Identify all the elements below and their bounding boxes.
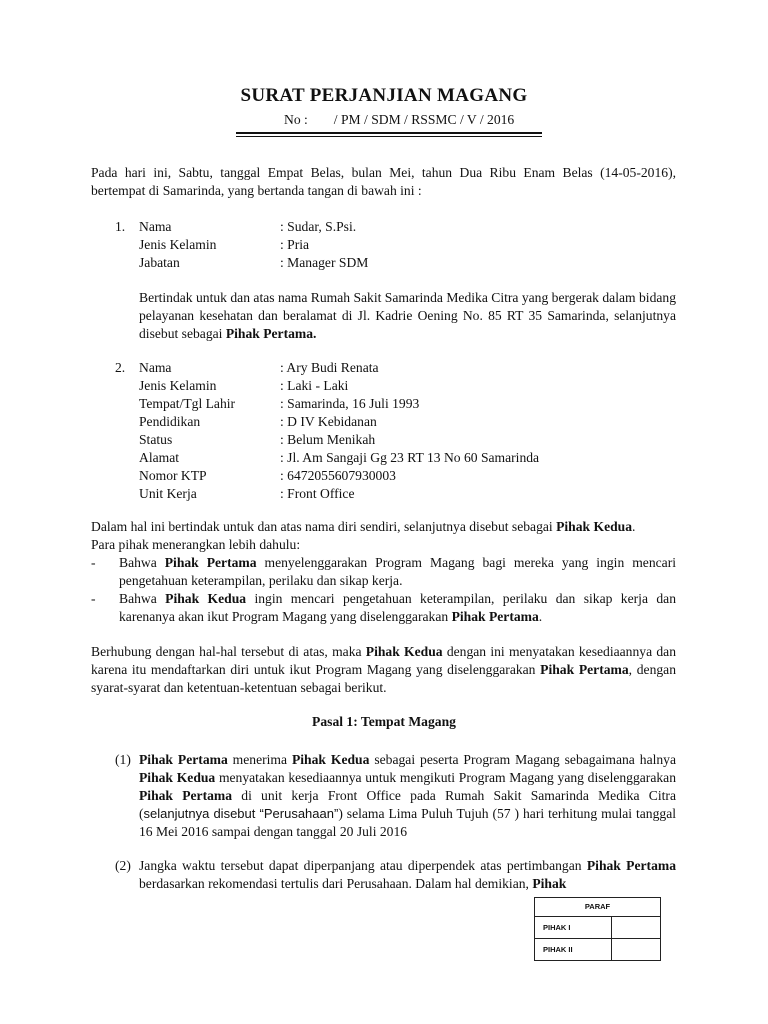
field-label: Nomor KTP [139, 468, 207, 483]
text-run: ingin mencari pengetahuan keterampilan, perilaku dan sikap kerja dan karenanya akan ikut Program Magang yang diselenggarakan [119, 591, 676, 624]
text-run: sebagai peserta Program Magang sebagaimana halnya [369, 752, 677, 767]
bullet-list [0, 554, 768, 626]
text-run: Bertindak untuk dan atas nama Rumah Sakit Samarinda Medika Citra yang bergerak dalam bidang pelayanan kesehatan dan beralamat di Jl. Kadrie Oening No. 85 RT 35 Samarinda, selanjutnya disebut sebagai [139, 290, 676, 341]
text-run: menyelenggarakan Program Magang bagi mereka yang ingin mencari pengetahuan keterampilan, perilaku dan sikap kerja. [119, 555, 676, 588]
bold-term: Pihak Kedua [291, 752, 370, 767]
text-run: Para pihak menerangkan lebih dahulu: [91, 537, 301, 552]
field-value: : Laki - Laki [280, 378, 349, 393]
pasal-item-text [139, 857, 676, 893]
text-run: Pada hari ini, Sabtu, tanggal Empat Belas, bulan Mei, tahun Dua Ribu Enam Belas (14-05-2016), bertempat di Samarinda, yang bertanda tangan di bawah ini : [91, 165, 676, 198]
text-run: di unit kerja Front Office pada Rumah Sakit Samarinda Medika Citra ( [139, 788, 676, 821]
bullet-dash: - [91, 555, 96, 570]
intro-paragraph [91, 164, 676, 200]
field-row [139, 218, 539, 236]
bold-term: Pihak Pertama [164, 555, 257, 570]
field-label: Tempat/Tgl Lahir [139, 396, 236, 411]
party2-fields [139, 359, 589, 503]
text-run: Dalam hal ini bertindak untuk dan atas nama diri sendiri, selanjutnya disebut sebagai [91, 519, 557, 534]
text-run: Bahwa [119, 591, 166, 606]
number-value: / PM / SDM / RSSMC / V / 2016 [333, 112, 515, 127]
paraf-row [535, 939, 661, 961]
text-run: . [632, 519, 636, 534]
paraf-label: PIHAK I [535, 917, 612, 939]
field-label: Nama [139, 360, 172, 375]
title-underline-thick [236, 132, 542, 134]
text-run: Berhubung dengan hal-hal tersebut di atas, maka [91, 644, 366, 659]
field-row [139, 431, 589, 449]
field-row [139, 467, 589, 485]
field-label: Status [139, 432, 173, 447]
bold-term: Pihak Pertama. [225, 326, 317, 341]
text-run: dengan ini menyatakan kesediaannya dan karena itu mendaftarkan diri untuk ikut Program Magang yang diselenggarakan [91, 644, 676, 677]
paraf-header: PARAF [535, 898, 661, 917]
field-value: : Front Office [280, 486, 355, 501]
text-run: ) selama Lima Puluh Tujuh (57 ) hari terhitung mulai tanggal 16 Mei 2016 sampai dengan tanggal 20 Juli 2016 [139, 806, 676, 839]
field-value: : Sudar, S.Psi. [280, 219, 357, 234]
bullet-dash: - [91, 591, 96, 606]
field-label: Jenis Kelamin [139, 378, 217, 393]
bullet-item [0, 554, 768, 590]
party1-fields [139, 218, 539, 272]
paraf-row [535, 917, 661, 939]
title-underline-thin [236, 136, 542, 137]
menerangkan-paragraph [91, 536, 676, 554]
document-number [284, 111, 514, 129]
field-label: Nama [139, 219, 172, 234]
pasal-item-text [139, 751, 676, 841]
field-row [139, 254, 539, 272]
field-value: : Belum Menikah [280, 432, 376, 447]
bullet-item [0, 590, 768, 626]
field-label: Pendidikan [139, 414, 201, 429]
field-value: : Manager SDM [280, 255, 369, 270]
field-label: Jabatan [139, 255, 180, 270]
field-label: Jenis Kelamin [139, 237, 217, 252]
bold-term: Pihak Kedua [165, 591, 247, 606]
field-value: : 6472055607930003 [280, 468, 396, 483]
field-row [139, 413, 589, 431]
party2-number: 2. [115, 360, 126, 375]
text-run: , dengan syarat-syarat dan ketentuan-ketentuan sebagai berikut. [91, 662, 677, 695]
kedua-paragraph [91, 518, 676, 536]
field-value: : Pria [280, 237, 310, 252]
text-run: selanjutnya disebut “Perusahaan” [143, 806, 339, 821]
party1-number: 1. [115, 219, 126, 234]
field-row [139, 449, 589, 467]
paraf-label: PIHAK II [535, 939, 612, 961]
paraf-sign-cell[interactable] [612, 939, 661, 961]
field-label: Unit Kerja [139, 486, 197, 501]
berhubung-paragraph [91, 643, 676, 697]
bold-term: Pihak Kedua [139, 770, 216, 785]
number-label: No : [284, 112, 308, 127]
field-row [139, 359, 589, 377]
field-value: : Samarinda, 16 Juli 1993 [280, 396, 420, 411]
bold-term: Pihak Pertama [139, 752, 228, 767]
bold-term: Pihak Pertama [540, 662, 629, 677]
bullet-text [119, 554, 676, 590]
document-title: SURAT PERJANJIAN MAGANG [240, 85, 528, 106]
bullet-text [119, 590, 676, 626]
pasal-heading: Pasal 1: Tempat Magang [312, 714, 456, 729]
bold-term: Pihak Kedua [365, 644, 443, 659]
paraf-sign-cell[interactable] [612, 917, 661, 939]
paraf-header-row [535, 898, 661, 917]
paraf-table [534, 897, 661, 961]
field-row [139, 236, 539, 254]
field-value: : D IV Kebidanan [280, 414, 377, 429]
bold-term: Pihak Pertama [139, 788, 233, 803]
text-run: menerima [227, 752, 292, 767]
text-run: menyatakan kesediaannya untuk mengikuti Program Magang yang diselenggarakan [215, 770, 676, 785]
field-row [139, 395, 589, 413]
text-run: . [538, 609, 543, 624]
party1-statement [139, 289, 676, 343]
pasal-item-number: (2) [115, 858, 131, 873]
text-run: berdasarkan rekomendasi tertulis dari Perusahaan. Dalam hal demikian, [139, 876, 533, 891]
field-label: Alamat [139, 450, 180, 465]
bold-term: Pihak Pertama [586, 858, 676, 873]
bold-term: Pihak [532, 876, 567, 891]
field-row [139, 377, 589, 395]
text-run: Bahwa [119, 555, 165, 570]
field-value: : Jl. Am Sangaji Gg 23 RT 13 No 60 Samarinda [280, 450, 540, 465]
pasal-item-number: (1) [115, 752, 131, 767]
field-row [139, 485, 589, 503]
text-run: Jangka waktu tersebut dapat diperpanjang atau diperpendek atas pertimbangan [139, 858, 587, 873]
bold-term: Pihak Kedua [556, 519, 633, 534]
field-value: : Ary Budi Renata [280, 360, 379, 375]
bold-term: Pihak Pertama [451, 609, 539, 624]
